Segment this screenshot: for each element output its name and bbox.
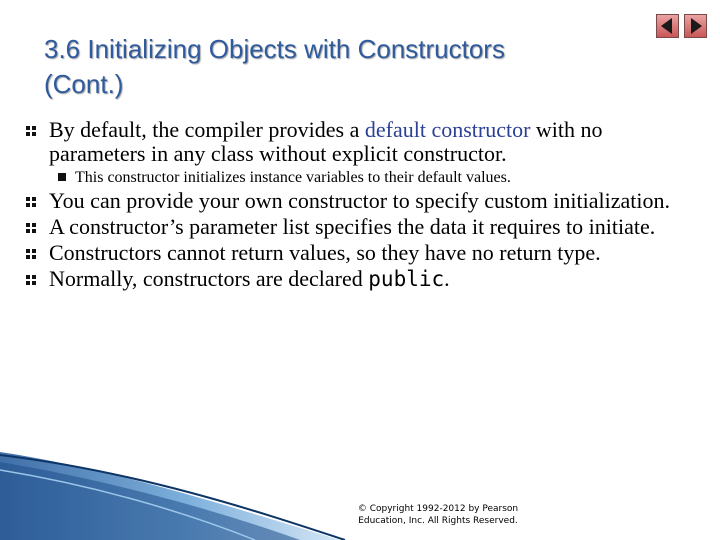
bullet-item bbox=[24, 189, 694, 213]
bullet-text-after: . bbox=[444, 266, 450, 291]
bullet-item bbox=[24, 241, 694, 265]
title-line-1: 3.6 Initializing Objects with Constructors bbox=[44, 34, 505, 64]
public-keyword: public bbox=[368, 267, 445, 291]
bullet-icon bbox=[25, 274, 37, 286]
slide-title bbox=[44, 32, 684, 102]
arrow-right-icon bbox=[685, 15, 706, 37]
bullet-icon bbox=[25, 222, 37, 234]
bullet-item bbox=[24, 267, 694, 291]
bullet-text: A constructor’s parameter list specifies the data it requires to initiate. bbox=[49, 214, 656, 239]
bullet-icon bbox=[25, 248, 37, 260]
bullet-item bbox=[24, 118, 694, 166]
bullet-item bbox=[24, 215, 694, 239]
footer-line-2: Education, Inc. All Rights Reserved. bbox=[358, 516, 518, 526]
bullet-list bbox=[24, 118, 694, 293]
bullet-text: You can provide your own constructor to specify custom initialization. bbox=[49, 188, 670, 213]
bullet-text: Constructors cannot return values, so they have no return type. bbox=[49, 240, 601, 265]
bullet-text-before: By default, the compiler provides a bbox=[49, 117, 365, 142]
default-constructor-term: default constructor bbox=[364, 117, 531, 142]
bullet-icon bbox=[25, 196, 37, 208]
bullet-text-after: with no parameters in any class without explicit constructor. bbox=[49, 117, 603, 166]
footer-line-1: © Copyright 1992-2012 by Pearson bbox=[357, 504, 519, 514]
copyright-footer bbox=[338, 503, 538, 527]
sub-bullet-text: This constructor initializes instance variables to their default values. bbox=[75, 169, 511, 186]
sub-bullet-item bbox=[24, 168, 694, 188]
prev-slide-button[interactable] bbox=[656, 14, 679, 38]
arrow-left-icon bbox=[657, 15, 678, 37]
square-bullet-icon bbox=[58, 173, 66, 181]
bullet-icon bbox=[25, 125, 37, 137]
title-line-2: (Cont.) bbox=[44, 69, 124, 99]
bullet-text-before: Normally, constructors are declared bbox=[49, 266, 369, 291]
next-slide-button[interactable] bbox=[684, 14, 707, 38]
